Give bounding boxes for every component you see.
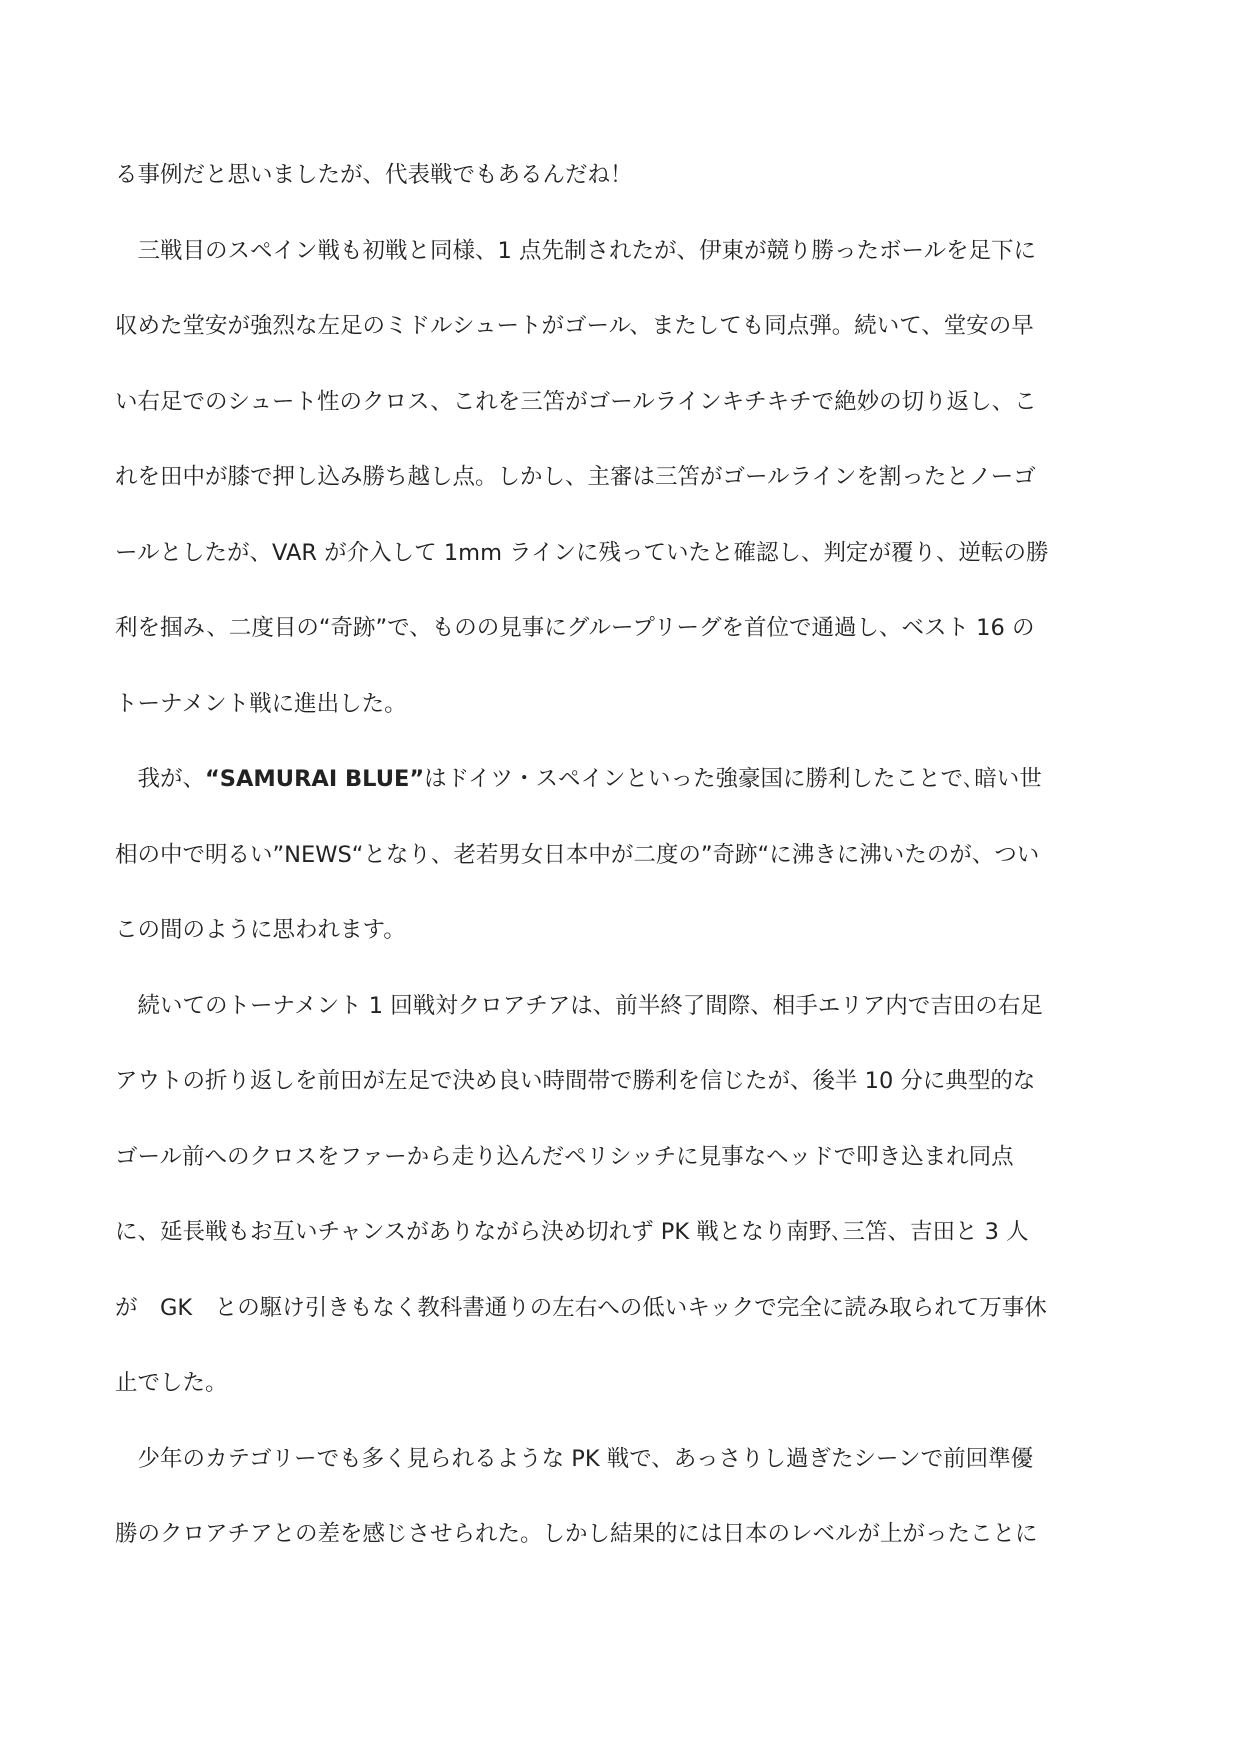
text-line bbox=[115, 387, 1127, 463]
text-line bbox=[115, 764, 1127, 840]
text-line bbox=[115, 236, 1127, 312]
text-line bbox=[115, 160, 1127, 236]
text-line bbox=[115, 840, 1127, 916]
line-text: トーナメント戦に進出した。 bbox=[115, 690, 407, 717]
text-line bbox=[115, 1142, 1127, 1218]
text-line bbox=[115, 462, 1127, 538]
line-text: い右足でのシュート性のクロス、これを三笘がゴールラインキチキチで絶妙の切り返し、こ bbox=[115, 388, 1037, 415]
line-text: に、延長戦もお互いチャンスがありながら決め切れず PK 戦となり南野､三笘、吉田と 3 人 bbox=[115, 1219, 1029, 1245]
text-line bbox=[115, 991, 1127, 1067]
text-line bbox=[115, 538, 1127, 614]
line-text: この間のように思われます。 bbox=[115, 917, 406, 943]
text-line bbox=[115, 1217, 1127, 1293]
line-text-post: はドイツ・スペインといった強豪国に勝利したことで､暗い世 bbox=[424, 766, 1042, 792]
line-text bbox=[115, 764, 1042, 794]
body-text bbox=[115, 160, 1127, 1595]
line-text: る事例だと思いましたが、代表戦でもあるんだね！ bbox=[115, 162, 633, 188]
line-text: れを田中が膝で押し込み勝ち越し点。しかし、主審は三笘がゴールラインを割ったとノーゴ bbox=[115, 464, 1036, 490]
text-line bbox=[115, 1368, 1127, 1444]
line-text: 相の中で明るい”NEWS“となり、老若男女日本中が二度の”奇跡“に沸きに沸いたのが、つい bbox=[115, 841, 1040, 868]
text-line bbox=[115, 1519, 1127, 1595]
line-text: 利を掴み、二度目の“奇跡”で、ものの見事にグループリーグを首位で通過し、ベスト 16 の bbox=[115, 615, 1035, 641]
text-line bbox=[115, 613, 1127, 689]
line-text: 三戦目のスペイン戦も初戦と同様、1 点先制されたが、伊東が競り勝ったボールを足下に bbox=[115, 237, 1037, 264]
text-line bbox=[115, 689, 1127, 765]
line-text: 勝のクロアチアとの差を感じさせられた。しかし結果的には日本のレベルが上がったことに bbox=[115, 1521, 1038, 1547]
line-text: 収めた堂安が強烈な左足のミドルシュートがゴール、またしても同点弾。続いて、堂安の早 bbox=[115, 313, 1034, 339]
line-text: 止でした。 bbox=[115, 1370, 228, 1396]
text-line bbox=[115, 915, 1127, 991]
line-text: 続いてのトーナメント 1 回戦対クロアチアは、前半終了間際、相手エリア内で吉田の右足 bbox=[115, 992, 1043, 1019]
text-line bbox=[115, 1066, 1127, 1142]
text-line bbox=[115, 1444, 1127, 1520]
line-text: が GK との駆け引きもなく教科書通りの左右への低いキックで完全に読み取られて万事休 bbox=[115, 1294, 1047, 1321]
team-name-bold: “SAMURAI BLUE” bbox=[205, 766, 425, 792]
text-line bbox=[115, 311, 1127, 387]
line-text: アウトの折り返しを前田が左足で決め良い時間帯で勝利を信じたが、後半 10 分に典型的な bbox=[115, 1068, 1036, 1094]
line-text: ゴール前へのクロスをファーから走り込んだペリシッチに見事なヘッドで叩き込まれ同点 bbox=[115, 1143, 1014, 1170]
line-text-pre: 我が、 bbox=[115, 766, 206, 792]
line-text: ールとしたが、VAR が介入して 1mm ラインに残っていたと確認し、判定が覆り、逆転の勝 bbox=[115, 539, 1049, 566]
line-text: 少年のカテゴリーでも多く見られるような PK 戦で、あっさりし過ぎたシーンで前回準優 bbox=[115, 1445, 1034, 1472]
text-line bbox=[115, 1293, 1127, 1369]
